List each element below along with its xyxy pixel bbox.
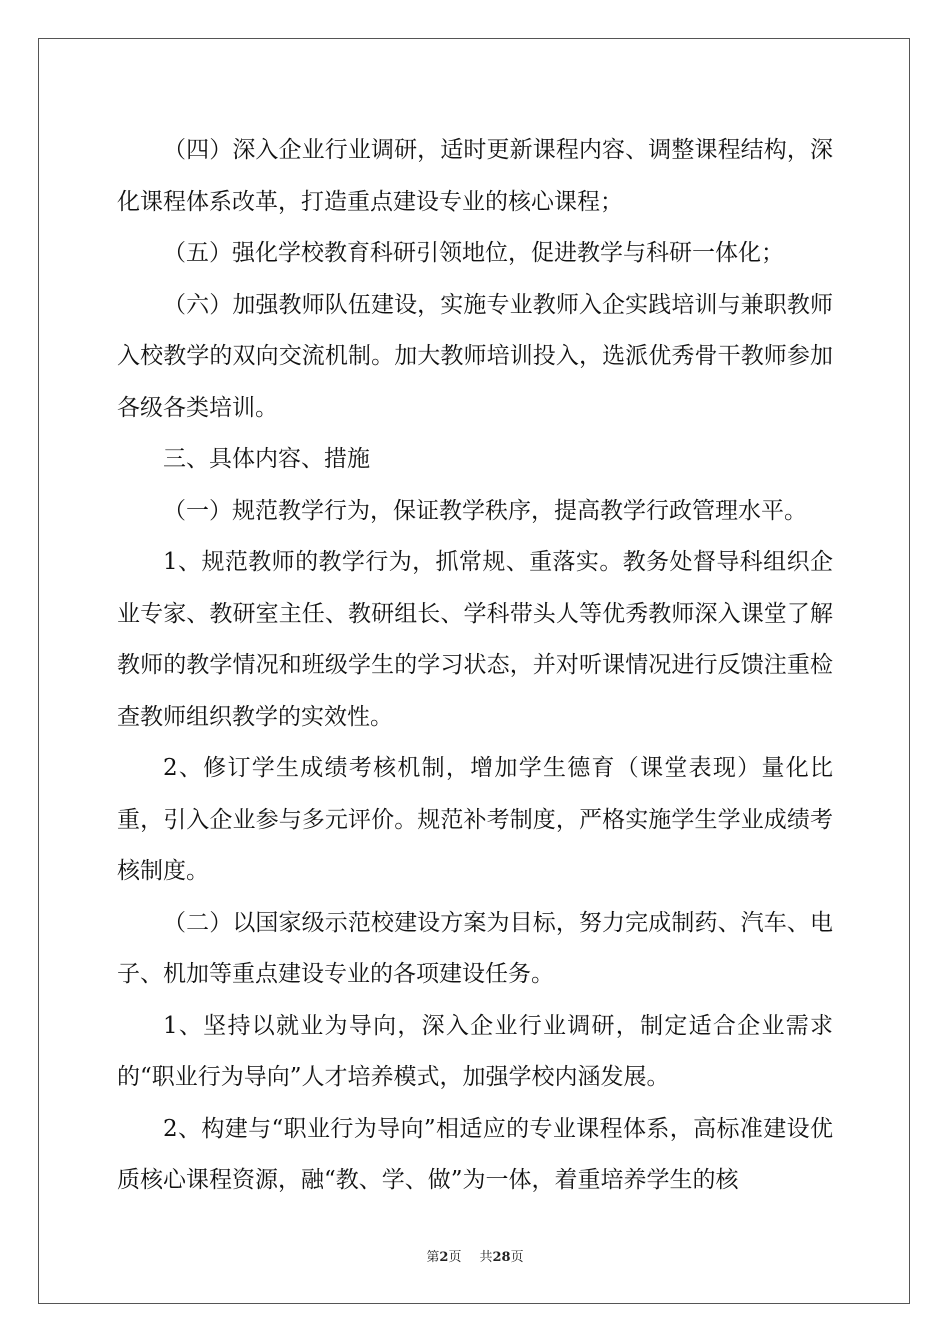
item-2-2: 2、构建与“职业行为导向”相适应的专业课程体系，高标准建设优质核心课程资源，融“教、学、做”为一体，着重培养学生的核 [117, 1115, 833, 1193]
item-1-1: 1、规范教师的教学行为，抓常规、重落实。教务处督导科组织企业专家、教研室主任、教研组长、学科带头人等优秀教师深入课堂了解教师的教学情况和班级学生的学习状态，并对听课情况进行反馈注重检查教师组织教学的实效性。 [117, 549, 833, 730]
page-footer [0, 1246, 950, 1265]
footer-total-suffix: 页 [510, 1250, 524, 1265]
subsection-heading-1: （一）规范教学行为，保证教学秩序，提高教学行政管理水平。 [163, 497, 807, 524]
footer-total-pages: 28 [492, 1250, 511, 1265]
subsection-heading-2: （二）以国家级示范校建设方案为目标，努力完成制药、汽车、电子、机加等重点建设专业的各项建设任务。 [117, 909, 833, 987]
footer-page-prefix: 第 [426, 1250, 440, 1265]
paragraph-5: （五）强化学校教育科研引领地位，促进教学与科研一体化； [163, 240, 784, 266]
footer-total-prefix: 共 [479, 1250, 493, 1265]
item-2-1: 1、坚持以就业为导向，深入企业行业调研，制定适合企业需求的“职业行为导向”人才培养模式，加强学校内涵发展。 [117, 1012, 833, 1090]
document-body [117, 125, 833, 1207]
paragraph-6: （六）加强教师队伍建设，实施专业教师入企实践培训与兼职教师入校教学的双向交流机制。加大教师培训投入，选派优秀骨干教师参加各级各类培训。 [117, 291, 833, 421]
paragraph-4: （四）深入企业行业调研，适时更新课程内容、调整课程结构，深化课程体系改革，打造重点建设专业的核心课程； [117, 137, 833, 215]
section-heading-3: 三、具体内容、措施 [163, 446, 370, 472]
item-1-2: 2、修订学生成绩考核机制，增加学生德育（课堂表现）量化比重，引入企业参与多元评价。规范补考制度，严格实施学生学业成绩考核制度。 [117, 755, 833, 884]
footer-page-suffix: 页 [448, 1250, 462, 1265]
footer-page-number: 2 [439, 1250, 449, 1265]
